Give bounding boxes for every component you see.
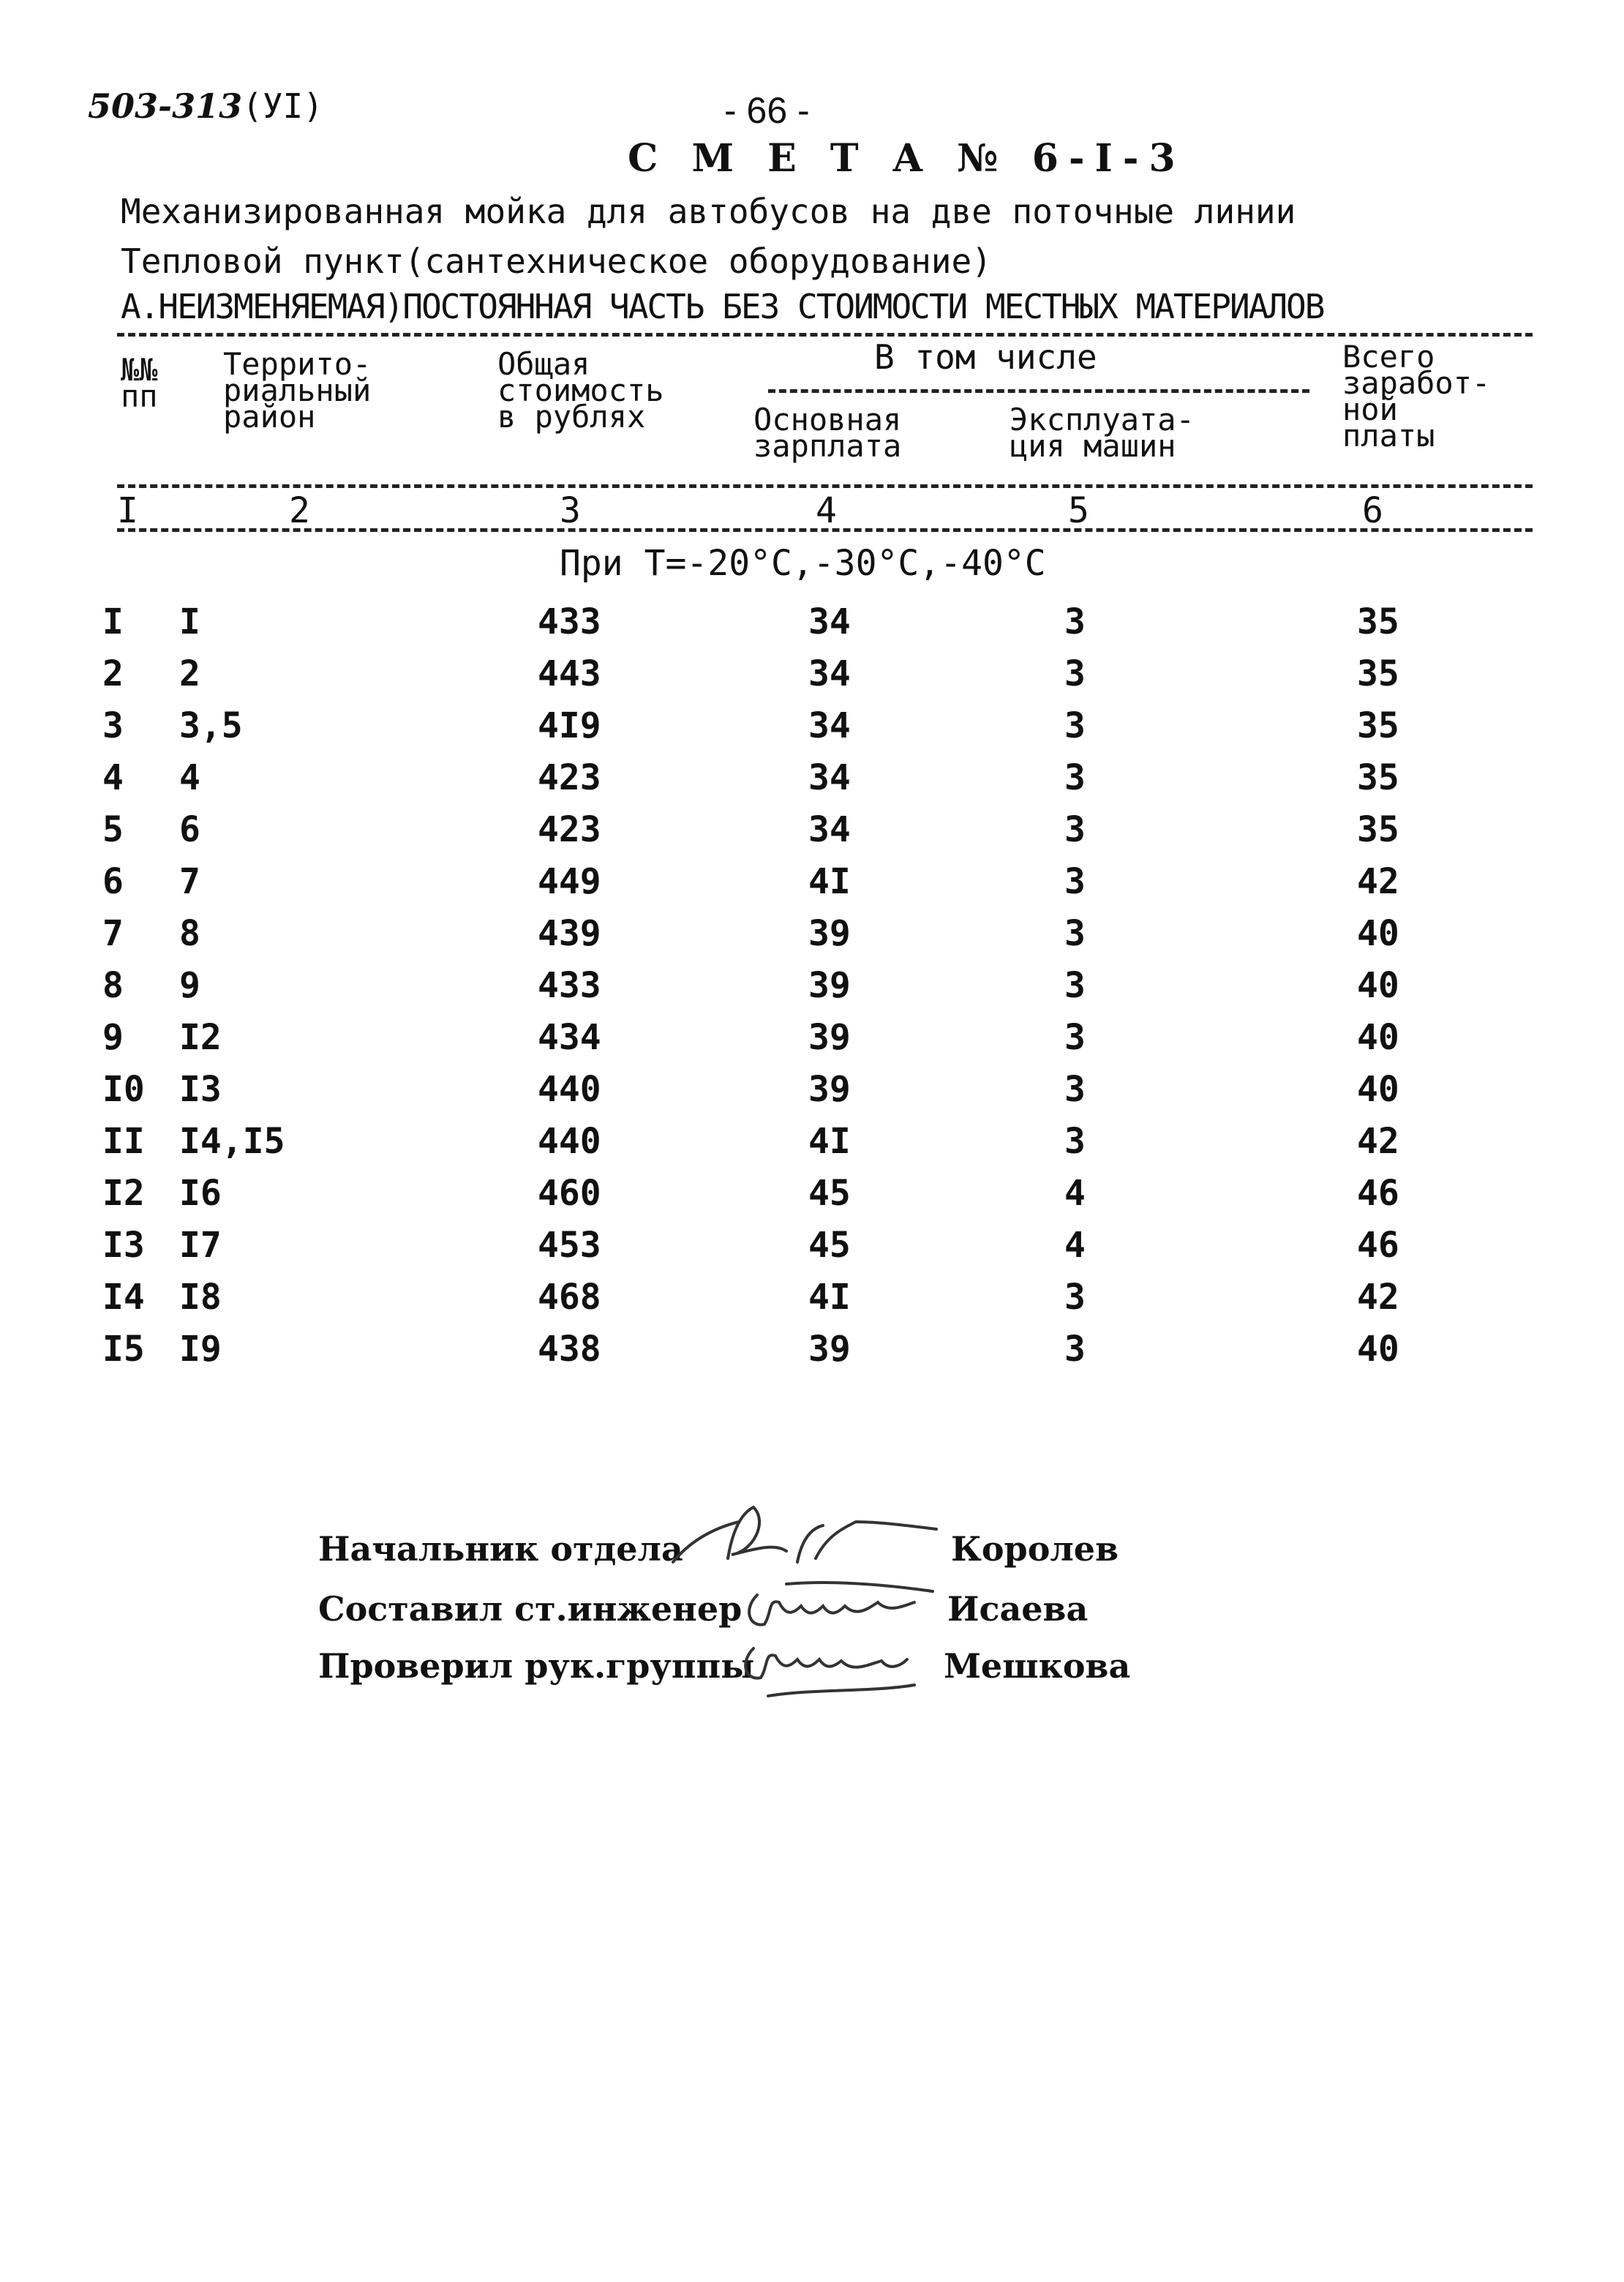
cell-total-cost: 434 — [538, 1017, 601, 1058]
col-header-machine-operation: Эксплуата- ция машин — [1010, 402, 1195, 464]
cell-base-salary: 4I — [808, 1121, 851, 1162]
cell-machine-operation: 3 — [1064, 1017, 1086, 1058]
cell-row-number: I — [102, 601, 124, 642]
cell-base-salary: 45 — [808, 1173, 851, 1214]
cell-row-number: 8 — [102, 965, 124, 1006]
cell-total-wages: 35 — [1357, 705, 1399, 746]
cell-region: 7 — [179, 861, 200, 902]
cell-base-salary: 34 — [808, 705, 851, 746]
cell-total-wages: 40 — [1357, 1069, 1399, 1110]
cell-base-salary: 34 — [808, 809, 851, 850]
cell-machine-operation: 3 — [1064, 1069, 1086, 1110]
cell-total-wages: 42 — [1357, 1277, 1399, 1318]
cell-row-number: 6 — [102, 861, 124, 902]
cell-total-wages: 40 — [1357, 1329, 1399, 1370]
col-header-group: В том числе — [874, 337, 1097, 377]
cell-machine-operation: 3 — [1064, 1277, 1086, 1318]
col-number: 6 — [1362, 490, 1383, 531]
col-number: I — [117, 490, 138, 531]
cell-total-cost: 4I9 — [538, 705, 601, 746]
cell-base-salary: 39 — [808, 1329, 851, 1370]
cell-total-wages: 46 — [1357, 1173, 1399, 1214]
cell-region: I3 — [179, 1069, 222, 1110]
cell-row-number: I3 — [102, 1225, 145, 1266]
cell-region: I9 — [179, 1329, 222, 1370]
cell-machine-operation: 4 — [1064, 1225, 1086, 1266]
section-description: Тепловой пункт(сантехническое оборудование) — [121, 241, 992, 281]
cell-total-cost: 433 — [538, 965, 601, 1006]
object-description: Механизированная мойка для автобусов на две поточные линии — [121, 192, 1296, 231]
cell-region: 8 — [179, 913, 200, 954]
cell-row-number: 4 — [102, 757, 124, 798]
cell-total-cost: 449 — [538, 861, 601, 902]
cell-total-wages: 35 — [1357, 809, 1399, 850]
document-code-number: 503-313 — [88, 86, 243, 126]
cell-row-number: I0 — [102, 1069, 145, 1110]
signature-label: Начальник отдела — [318, 1529, 683, 1569]
cell-total-cost: 453 — [538, 1225, 601, 1266]
col-header-base-salary: Основная зарплата — [753, 402, 902, 464]
cell-region: I4,I5 — [179, 1121, 285, 1162]
estimate-title: С М Е Т А № 6-I-3 — [628, 136, 1186, 181]
cell-machine-operation: 3 — [1064, 653, 1086, 694]
cell-machine-operation: 3 — [1064, 913, 1086, 954]
cell-region: 3,5 — [179, 705, 243, 746]
cell-row-number: I4 — [102, 1277, 145, 1318]
cell-total-wages: 35 — [1357, 601, 1399, 642]
signature-label: Составил ст.инженер — [318, 1589, 743, 1629]
cell-region: I6 — [179, 1173, 222, 1214]
divider — [117, 333, 1533, 337]
col-number: 5 — [1068, 490, 1089, 531]
cell-base-salary: 39 — [808, 913, 851, 954]
cell-total-wages: 40 — [1357, 965, 1399, 1006]
group-divider — [768, 389, 1309, 393]
cell-machine-operation: 3 — [1064, 965, 1086, 1006]
signature-name: Королев — [951, 1529, 1119, 1569]
cell-base-salary: 34 — [808, 653, 851, 694]
signature-name: Мешкова — [944, 1646, 1131, 1686]
cell-total-wages: 40 — [1357, 913, 1399, 954]
cell-total-cost: 460 — [538, 1173, 601, 1214]
document-code-suffix: (УI) — [242, 86, 323, 126]
cell-total-wages: 42 — [1357, 861, 1399, 902]
col-header-region: Террито- риальный район — [223, 346, 372, 435]
col-header-number: №№ пп — [121, 352, 158, 414]
cell-total-cost: 423 — [538, 809, 601, 850]
cell-region: I2 — [179, 1017, 222, 1058]
cell-region: I7 — [179, 1225, 222, 1266]
page-number: - 66 - — [724, 90, 810, 131]
cell-total-wages: 35 — [1357, 653, 1399, 694]
cell-total-cost: 440 — [538, 1121, 601, 1162]
cell-base-salary: 34 — [808, 601, 851, 642]
cell-base-salary: 4I — [808, 1277, 851, 1318]
cell-total-wages: 40 — [1357, 1017, 1399, 1058]
part-description: А.НЕИЗМЕНЯЕМАЯ)ПОСТОЯННАЯ ЧАСТЬ БЕЗ СТОИМОСТИ МЕСТНЫХ МАТЕРИАЛОВ — [121, 287, 1324, 326]
signature-label: Проверил рук.группы — [318, 1646, 755, 1686]
cell-total-wages: 46 — [1357, 1225, 1399, 1266]
cell-total-cost: 433 — [538, 601, 601, 642]
cell-region: 9 — [179, 965, 200, 1006]
cell-region: 6 — [179, 809, 200, 850]
col-number: 4 — [816, 490, 837, 531]
handwritten-signature — [735, 1573, 947, 1639]
cell-total-cost: 423 — [538, 757, 601, 798]
cell-base-salary: 39 — [808, 965, 851, 1006]
cell-base-salary: 4I — [808, 861, 851, 902]
cell-region: 2 — [179, 653, 200, 694]
cell-machine-operation: 3 — [1064, 861, 1086, 902]
cell-row-number: II — [102, 1121, 145, 1162]
cell-region: I8 — [179, 1277, 222, 1318]
cell-machine-operation: 3 — [1064, 705, 1086, 746]
cell-machine-operation: 3 — [1064, 757, 1086, 798]
cell-total-cost: 440 — [538, 1069, 601, 1110]
signature-name: Исаева — [947, 1589, 1089, 1629]
cell-total-cost: 468 — [538, 1277, 601, 1318]
cell-row-number: 2 — [102, 653, 124, 694]
cell-total-cost: 443 — [538, 653, 601, 694]
cell-row-number: I5 — [102, 1329, 145, 1370]
cell-total-wages: 42 — [1357, 1121, 1399, 1162]
cell-region: I — [179, 601, 200, 642]
cell-total-wages: 35 — [1357, 757, 1399, 798]
col-header-total-cost: Общая стоимость в рублях — [497, 346, 664, 435]
cell-row-number: I2 — [102, 1173, 145, 1214]
cell-row-number: 3 — [102, 705, 124, 746]
cell-machine-operation: 3 — [1064, 1121, 1086, 1162]
handwritten-signature — [658, 1500, 951, 1580]
cell-region: 4 — [179, 757, 200, 798]
col-number: 3 — [560, 490, 581, 531]
col-header-total-wages: Всего заработ- ной платы — [1342, 339, 1491, 454]
cell-base-salary: 45 — [808, 1225, 851, 1266]
cell-machine-operation: 3 — [1064, 601, 1086, 642]
document-code — [88, 86, 323, 126]
cell-base-salary: 39 — [808, 1069, 851, 1110]
cell-row-number: 5 — [102, 809, 124, 850]
cell-machine-operation: 4 — [1064, 1173, 1086, 1214]
col-number: 2 — [289, 490, 310, 531]
temperature-subheader: При Т=-20°С,-30°С,-40°С — [560, 543, 1046, 584]
divider — [117, 484, 1533, 488]
cell-base-salary: 39 — [808, 1017, 851, 1058]
cell-row-number: 7 — [102, 913, 124, 954]
cell-row-number: 9 — [102, 1017, 124, 1058]
cell-machine-operation: 3 — [1064, 809, 1086, 850]
cell-machine-operation: 3 — [1064, 1329, 1086, 1370]
cell-base-salary: 34 — [808, 757, 851, 798]
cell-total-cost: 439 — [538, 913, 601, 954]
cell-total-cost: 438 — [538, 1329, 601, 1370]
handwritten-signature — [724, 1630, 944, 1711]
